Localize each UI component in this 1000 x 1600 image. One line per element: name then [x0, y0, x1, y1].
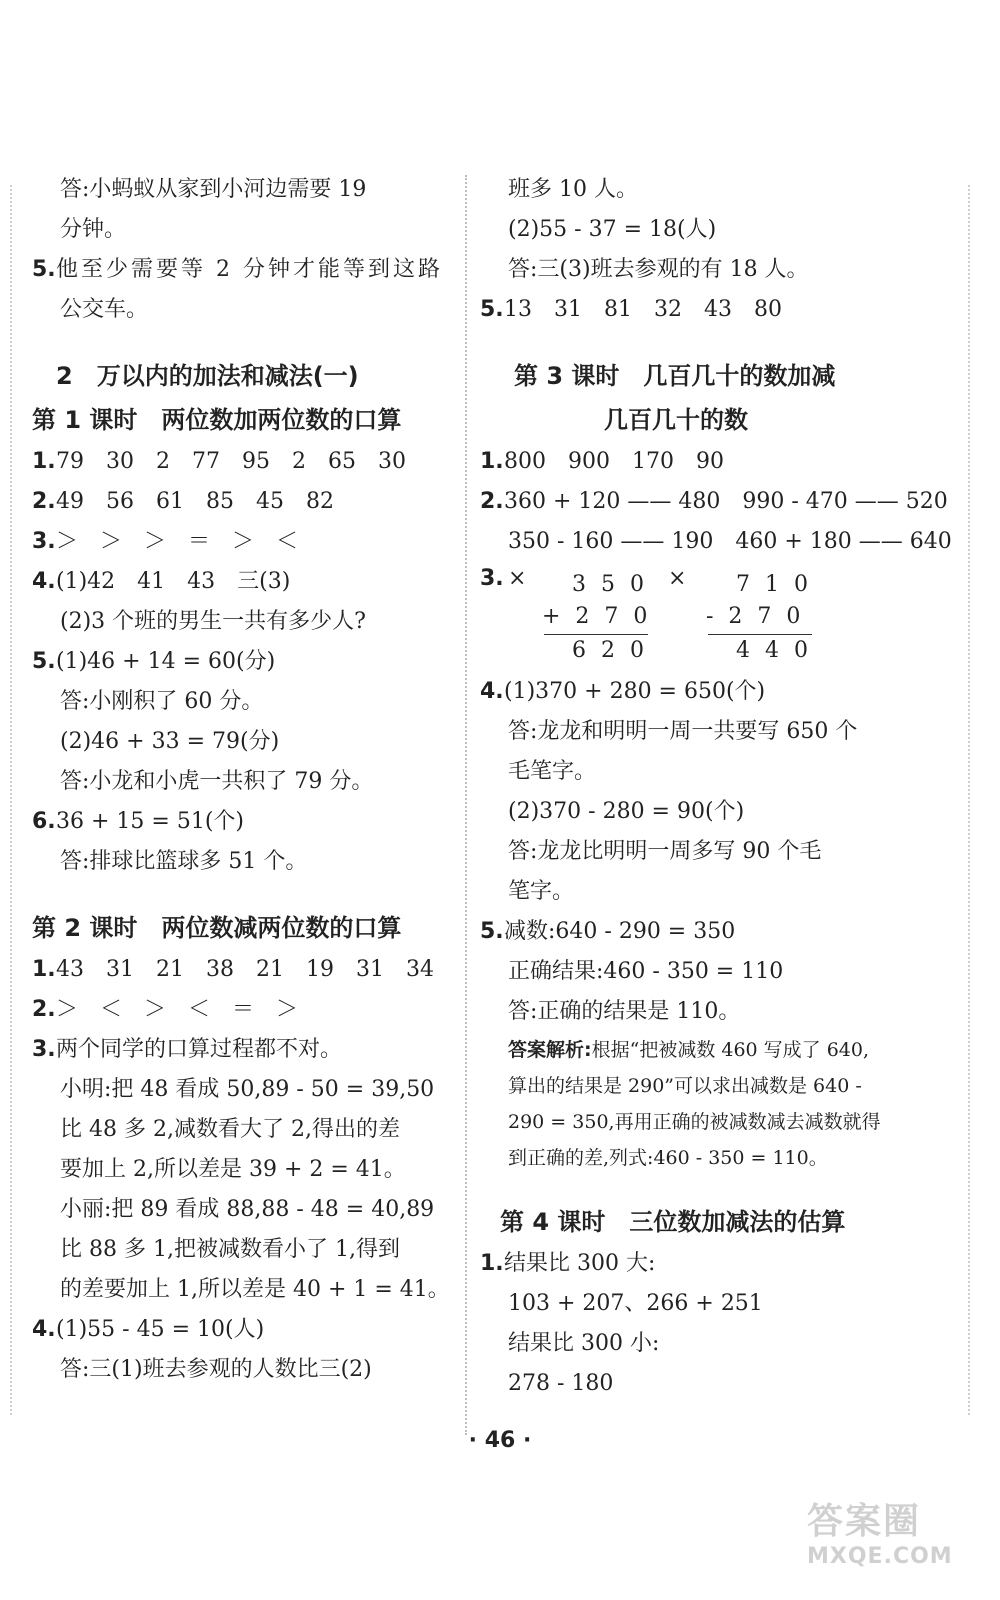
question-text: 他至少需要等 2 分钟才能等到这路	[56, 257, 443, 282]
list-item: 5.减数:640 - 290 = 350	[480, 919, 736, 944]
calc-operand: 3 5 0	[572, 572, 648, 597]
list-item: 1.79 30 2 77 95 2 65 30	[32, 449, 406, 474]
calc-operand: + 2 7 0	[542, 604, 652, 629]
list-item: 1.结果比 300 大:	[480, 1251, 656, 1276]
list-item: 103 + 207、266 + 251	[508, 1291, 763, 1316]
list-item: 毛笔字。	[508, 759, 597, 784]
list-item: 4.(1)55 - 45 = 10(人)	[32, 1317, 265, 1342]
analysis-label: 答案解析:	[508, 1039, 592, 1061]
list-item: 5.(1)46 + 14 = 60(分)	[32, 649, 276, 674]
list-item: 4.(1)42 41 43 三(3)	[32, 569, 291, 594]
unit-title: 2 万以内的加法和减法(一)	[56, 362, 359, 390]
watermark-text: 答案圈	[807, 1501, 922, 1542]
left-column	[32, 170, 452, 1390]
list-item: 2.360 + 120 —— 480 990 - 470 —— 520	[480, 489, 948, 514]
list-item: 4.(1)370 + 280 = 650(个)	[480, 679, 766, 704]
list-item: 350 - 160 —— 190 460 + 180 —— 640	[508, 529, 952, 554]
answer-line: 答:小蚂蚁从家到小河边需要 19	[60, 177, 367, 202]
answer-analysis: 算出的结果是 290”可以求出减数是 640 -	[508, 1075, 862, 1097]
vertical-calculations	[480, 562, 920, 672]
lesson-2-title: 第 2 课时 两位数减两位数的口算	[32, 914, 402, 942]
list-item: 比 88 多 1,把被减数看小了 1,得到	[60, 1237, 400, 1262]
list-item: 1.800 900 170 90	[480, 449, 724, 474]
list-item: 答:龙龙和明明一周一共要写 650 个	[508, 719, 858, 744]
list-item: 6.36 + 15 = 51(个)	[32, 809, 244, 834]
wrong-mark-icon: ×	[508, 566, 527, 591]
lesson-3-title: 第 3 课时 几百几十的数加减	[514, 362, 836, 390]
list-item: 班多 10 人。	[508, 177, 638, 202]
list-item: 笔字。	[508, 879, 575, 904]
list-item: (2)370 - 280 = 90(个)	[508, 799, 745, 824]
list-item: 比 48 多 2,减数看大了 2,得出的差	[60, 1117, 400, 1142]
list-item: 答:三(1)班去参观的人数比三(2)	[60, 1357, 372, 1382]
column-divider	[465, 175, 467, 1435]
list-item: 1.43 31 21 38 21 19 31 34	[32, 957, 434, 982]
list-item: 的差要加上 1,所以差是 40 + 1 = 41。	[60, 1277, 450, 1302]
list-item: (2)55 - 37 = 18(人)	[508, 217, 717, 242]
list-item: 2.＞ ＜ ＞ ＜ ＝ ＞	[32, 997, 299, 1022]
list-item: 答:龙龙比明明一周多写 90 个毛	[508, 839, 822, 864]
right-column	[480, 170, 952, 1404]
lesson-4-title: 第 4 课时 三位数加减法的估算	[500, 1208, 846, 1236]
question-5	[32, 250, 452, 290]
list-item: 答:小刚积了 60 分。	[60, 689, 264, 714]
watermark-logo	[807, 1493, 982, 1578]
list-item: (2)3 个班的男生一共有多少人?	[60, 609, 366, 634]
answer-analysis: 290 = 350,再用正确的被减数减去减数就得	[508, 1111, 881, 1133]
wrong-mark-icon: ×	[668, 566, 687, 591]
question-number: 5.	[32, 257, 56, 282]
lesson-1-title: 第 1 课时 两位数加两位数的口算	[32, 406, 402, 434]
question-number: 3.	[480, 566, 504, 591]
calc-result: 4 4 0	[736, 638, 812, 663]
list-item: 2.49 56 61 85 45 82	[32, 489, 334, 514]
right-page-edge	[968, 185, 970, 1415]
calc-operand: - 2 7 0	[706, 604, 805, 629]
list-item: 结果比 300 小:	[508, 1331, 660, 1356]
answer-analysis: 答案解析:根据“把被减数 460 写成了 640,	[508, 1039, 870, 1061]
lesson-3-subtitle: 几百几十的数	[604, 406, 748, 434]
list-item: (2)46 + 33 = 79(分)	[60, 729, 280, 754]
list-item: 答:三(3)班去参观的有 18 人。	[508, 257, 809, 282]
calc-line	[708, 634, 812, 635]
question-text: 公交车。	[60, 297, 149, 322]
answer-analysis: 到正确的差,列式:460 - 350 = 110。	[508, 1147, 828, 1169]
list-item: 278 - 180	[508, 1371, 614, 1396]
list-item: 小明:把 48 看成 50,89 - 50 = 39,50	[60, 1077, 435, 1102]
list-item: 答:小龙和小虎一共积了 79 分。	[60, 769, 374, 794]
list-item: 答:排球比篮球多 51 个。	[60, 849, 308, 874]
calc-result: 6 2 0	[572, 638, 648, 663]
page-number: · 46 ·	[468, 1428, 532, 1453]
list-item: 答:正确的结果是 110。	[508, 999, 741, 1024]
watermark-url: MXQE.COM	[807, 1544, 953, 1569]
list-item: 5.13 31 81 32 43 80	[480, 297, 782, 322]
calc-line	[544, 634, 648, 635]
list-item: 正确结果:460 - 350 = 110	[508, 959, 784, 984]
list-item: 小丽:把 89 看成 88,88 - 48 = 40,89	[60, 1197, 435, 1222]
list-item: 3.＞ ＞ ＞ ＝ ＞ ＜	[32, 529, 299, 554]
left-page-edge	[10, 185, 12, 1415]
answer-line: 分钟。	[60, 217, 127, 242]
calc-operand: 7 1 0	[736, 572, 812, 597]
list-item: 要加上 2,所以差是 39 + 2 = 41。	[60, 1157, 406, 1182]
list-item: 3.两个同学的口算过程都不对。	[32, 1037, 343, 1062]
